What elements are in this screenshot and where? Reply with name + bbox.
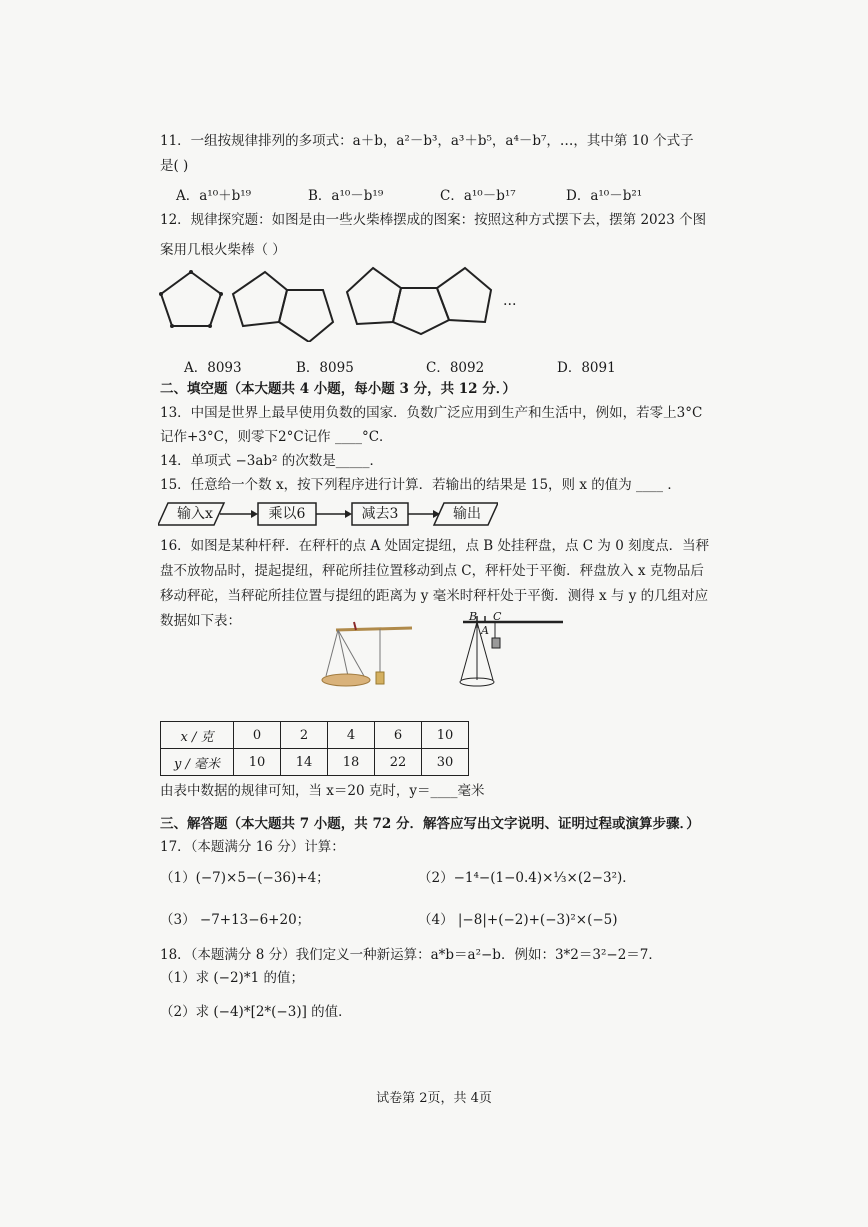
q18-title: 18．（本题满分 8 分）我们定义一种新运算：a*b＝a²−b．例如：3*2＝3²−2＝7． [160,947,662,963]
q17-part1: （1）(−7)×5−(−36)+4； [160,870,330,886]
table-cell: 30 [422,749,469,776]
diagram-label-a: A [481,624,489,637]
q14-text: 14．单项式 −3ab² 的次数是_____． [160,453,384,469]
table-cell: 10 [422,722,469,749]
table-cell: 2 [281,722,328,749]
q11-option-b: B．a¹⁰－b¹⁹ [308,188,384,204]
pentagon-1 [161,272,221,326]
q18-part1: （1）求 (−2)*1 的值； [160,970,304,986]
matchstick-pattern-figure [155,262,535,342]
table-cell: 6 [375,722,422,749]
section-3-heading: 三、解答题（本大题共 7 小题，共 72 分．解答应写出文字说明、证明过程或演算步骤．） [160,816,700,832]
q11-option-d: D．a¹⁰－b²¹ [566,188,643,204]
flow-output-label: 输出 [453,506,481,522]
table-row-y [161,749,469,776]
steelyard-photo [318,618,414,692]
table-cell: 14 [281,749,328,776]
q11-line1: 11．一组按规律排列的多项式：a＋b，a²－b³，a³＋b⁵，a⁴－b⁷，…，其中第 10 个式子 [160,133,694,149]
diagram-label-b: B [469,610,478,623]
q15-text: 15．任意给一个数 x，按下列程序进行计算．若输出的结果是 15，则 x 的值为 ____ ． [160,477,681,493]
q17-part2: （2）−1⁴−(1−0.4)×⅓×(2−3²)． [418,870,636,886]
q12-ellipsis: … [503,293,517,309]
q18-part2: （2）求 (−4)*[2*(−3)] 的值． [160,1004,352,1020]
q11-option-c: C．a¹⁰－b¹⁷ [440,188,516,204]
pentagon-2b [279,290,333,342]
pentagon-2a [233,272,287,326]
diagram-label-c: C [493,610,502,623]
flow-subtract-label: 减去3 [361,506,399,522]
q13-line2: 记作+3°C，则零下2°C记作 ____°C． [160,429,393,445]
table-cell: 18 [328,749,375,776]
q11-option-a: A．a¹⁰＋b¹⁹ [176,188,252,204]
q11-line2: 是( ) [160,158,189,174]
table-header-x: x / 克 [161,722,234,749]
q12-option-a: A．8093 [184,360,242,376]
q12-option-c: C．8092 [426,360,485,376]
xy-data-table [160,721,469,776]
pentagon-3a [347,268,401,324]
q17-part4: （4） |−8|+(−2)+(−3)²×(−5) [418,912,618,928]
q12-line1: 12．规律探究题：如图是由一些火柴棒摆成的图案：按照这种方式摆下去，摆第 2023 个图 [160,212,707,228]
table-cell: 0 [234,722,281,749]
q16-line1: 16．如图是某种杆秤．在秤杆的点 A 处固定提纽，点 B 处挂秤盘，点 C 为 0 刻度点．当秤 [160,538,710,554]
pentagon-3c [437,268,491,322]
table-row-x [161,722,469,749]
q16-line3: 移动秤砣，当秤砣所挂位置与提纽的距离为 y 毫米时秤杆处于平衡．测得 x 与 y 的几组对应 [160,588,709,604]
flow-multiply-label: 乘以6 [268,506,306,522]
q12-line2: 案用几根火柴棒（ ） [160,242,286,258]
q12-option-d: D．8091 [557,360,616,376]
q16-line4: 数据如下表： [160,613,241,629]
q17-part3: （3） −7+13−6+20； [160,912,311,928]
table-cell: 10 [234,749,281,776]
q17-title: 17．（本题满分 16 分）计算： [160,839,345,855]
table-cell: 22 [375,749,422,776]
q13-line1: 13．中国是世界上最早使用负数的国家．负数广泛应用到生产和生活中，例如，若零上3°C [160,405,703,421]
table-header-y: y / 毫米 [161,749,234,776]
flow-input-label: 输入x [177,506,213,522]
q16-after-table: 由表中数据的规律可知，当 x＝20 克时，y＝____毫米 [160,783,485,799]
q12-option-b: B．8095 [296,360,354,376]
page-footer: 试卷第 2页，共 4页 [376,1091,492,1106]
q16-line2: 盘不放物品时，提起提纽，秤砣所挂位置移动到点 C，秤杆处于平衡．秤盘放入 x 克物品后 [160,563,704,579]
section-2-heading: 二、填空题（本大题共 4 小题，每小题 3 分，共 12 分．） [160,381,517,397]
table-cell: 4 [328,722,375,749]
